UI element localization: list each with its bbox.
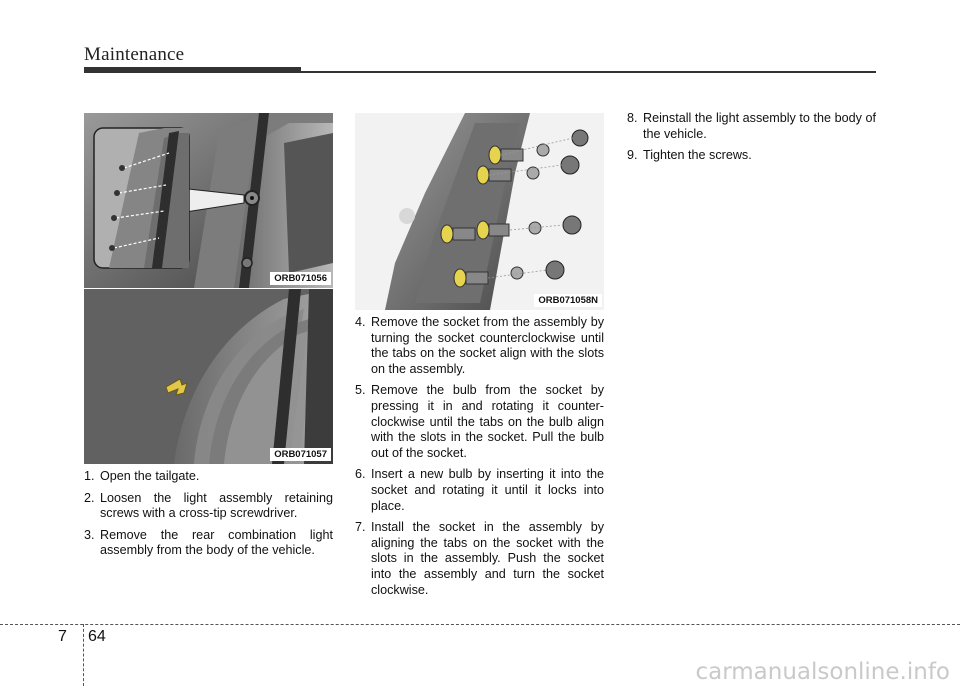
figure-bulb-sockets	[355, 113, 604, 310]
steps-column-2	[355, 315, 604, 604]
header-rule-thin	[84, 71, 876, 73]
steps-column-1	[84, 469, 333, 565]
list-item: 3. Remove the rear combination light assembly from the body of the vehicle.	[84, 527, 333, 558]
list-item: 4. Remove the socket from the assembly by turning the socket counterclockwise until the tabs on the socket align with the slots on the assembly.	[355, 315, 604, 376]
bulb-sockets-illustration	[355, 113, 604, 310]
section-title: Maintenance	[84, 44, 185, 65]
page-number: 64	[88, 628, 106, 645]
list-item: 7. Install the socket in the assembly by aligning the tabs on the socket with the slots in the assembly. Push the socket into the assembly and turn the socket clockwise.	[355, 520, 604, 597]
figure-code: ORB071058N	[534, 294, 602, 307]
light-removal-illustration	[84, 289, 333, 464]
steps-column-3	[627, 111, 876, 170]
list-item: 8. Reinstall the light assembly to the body of the vehicle.	[627, 111, 876, 141]
list-item: 2. Loosen the light assembly retaining screws with a cross-tip screwdriver.	[84, 490, 333, 521]
chapter-number: 7	[58, 628, 67, 645]
footer-rule	[0, 624, 960, 625]
watermark-link[interactable]: carmanualsonline.info	[695, 659, 950, 685]
tailgate-screws-illustration	[84, 113, 333, 288]
figure-code: ORB071057	[270, 448, 331, 461]
list-item: 6. Insert a new bulb by inserting it into the socket and rotating it until it locks into place.	[355, 467, 604, 513]
list-item: 9. Tighten the screws.	[627, 148, 752, 163]
list-item: 1. Open the tailgate.	[84, 469, 200, 483]
figure-tailgate-screws	[84, 113, 333, 288]
figure-code: ORB071056	[270, 272, 331, 285]
footer-divider	[83, 624, 84, 686]
list-item: 5. Remove the bulb from the socket by pressing it in and rotating it counter-clockwise until the tabs on the bulb align with the slots in the socket. Pull the bulb out of the socket.	[355, 383, 604, 460]
figure-light-removal	[84, 288, 333, 464]
